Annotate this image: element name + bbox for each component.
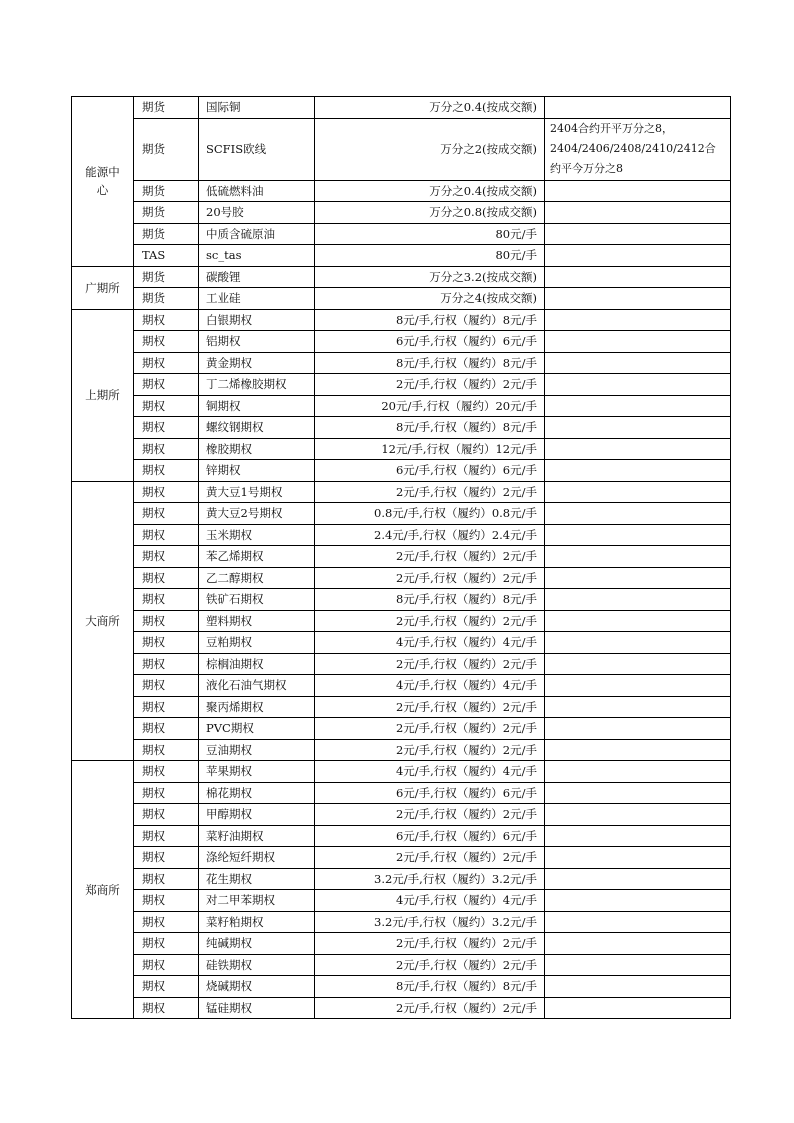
fee-cell: 6元/手,行权（履约）6元/手	[315, 460, 545, 482]
fee-cell: 2.4元/手,行权（履约）2.4元/手	[315, 524, 545, 546]
fee-cell: 8元/手,行权（履约）8元/手	[315, 589, 545, 611]
note-cell	[545, 911, 731, 933]
type-cell: 期权	[134, 610, 199, 632]
note-cell	[545, 976, 731, 998]
type-cell: 期权	[134, 653, 199, 675]
fee-cell: 6元/手,行权（履约）6元/手	[315, 825, 545, 847]
table-row	[72, 352, 731, 374]
type-cell: 期权	[134, 911, 199, 933]
product-cell: 棉花期权	[199, 782, 315, 804]
product-cell: 丁二烯橡胶期权	[199, 374, 315, 396]
type-cell: 期权	[134, 739, 199, 761]
type-cell: 期权	[134, 761, 199, 783]
note-cell	[545, 890, 731, 912]
note-cell	[545, 352, 731, 374]
note-cell	[545, 610, 731, 632]
note-cell	[545, 97, 731, 119]
product-cell: 铁矿石期权	[199, 589, 315, 611]
product-cell: 锌期权	[199, 460, 315, 482]
table-row	[72, 97, 731, 119]
type-cell: 期权	[134, 868, 199, 890]
type-cell: 期货	[134, 97, 199, 119]
note-cell	[545, 933, 731, 955]
note-cell	[545, 309, 731, 331]
note-cell	[545, 653, 731, 675]
table-row	[72, 825, 731, 847]
fee-cell: 万分之4(按成交额)	[315, 288, 545, 310]
type-cell: 期权	[134, 395, 199, 417]
fee-cell: 2元/手,行权（履约）2元/手	[315, 481, 545, 503]
type-cell: 期权	[134, 524, 199, 546]
type-cell: 期权	[134, 589, 199, 611]
table-row	[72, 589, 731, 611]
note-cell	[545, 481, 731, 503]
type-cell: 期货	[134, 118, 199, 180]
table-row	[72, 288, 731, 310]
table-row	[72, 610, 731, 632]
type-cell: 期权	[134, 718, 199, 740]
fee-cell: 6元/手,行权（履约）6元/手	[315, 331, 545, 353]
product-cell: 铜期权	[199, 395, 315, 417]
type-cell: 期权	[134, 438, 199, 460]
note-cell	[545, 503, 731, 525]
product-cell: 工业硅	[199, 288, 315, 310]
product-cell: 乙二醇期权	[199, 567, 315, 589]
product-cell: 纯碱期权	[199, 933, 315, 955]
note-cell	[545, 202, 731, 224]
note-cell	[545, 825, 731, 847]
fee-cell: 2元/手,行权（履约）2元/手	[315, 739, 545, 761]
exchange-cell: 大商所	[72, 481, 134, 761]
table-row	[72, 331, 731, 353]
product-cell: 菜籽粕期权	[199, 911, 315, 933]
product-cell: 苹果期权	[199, 761, 315, 783]
fee-cell: 2元/手,行权（履约）2元/手	[315, 374, 545, 396]
table-row	[72, 524, 731, 546]
fee-cell: 2元/手,行权（履约）2元/手	[315, 567, 545, 589]
product-cell: 花生期权	[199, 868, 315, 890]
type-cell: 期权	[134, 481, 199, 503]
table-row	[72, 911, 731, 933]
type-cell: 期权	[134, 503, 199, 525]
product-cell: 橡胶期权	[199, 438, 315, 460]
note-cell	[545, 868, 731, 890]
table-row	[72, 118, 731, 180]
exchange-cell: 能源中心	[72, 97, 134, 267]
note-cell	[545, 997, 731, 1019]
table-row	[72, 739, 731, 761]
fee-cell: 2元/手,行权（履约）2元/手	[315, 997, 545, 1019]
product-cell: 碳酸锂	[199, 266, 315, 288]
fee-cell: 8元/手,行权（履约）8元/手	[315, 309, 545, 331]
table-row	[72, 223, 731, 245]
product-cell: 低硫燃料油	[199, 180, 315, 202]
fee-cell: 2元/手,行权（履约）2元/手	[315, 804, 545, 826]
fee-cell: 20元/手,行权（履约）20元/手	[315, 395, 545, 417]
table-row	[72, 933, 731, 955]
table-row	[72, 718, 731, 740]
table-row	[72, 868, 731, 890]
fee-cell: 2元/手,行权（履约）2元/手	[315, 954, 545, 976]
type-cell: 期权	[134, 675, 199, 697]
type-cell: 期权	[134, 632, 199, 654]
note-cell	[545, 331, 731, 353]
fee-cell: 2元/手,行权（履约）2元/手	[315, 718, 545, 740]
product-cell: 塑料期权	[199, 610, 315, 632]
table-row	[72, 395, 731, 417]
table-row	[72, 245, 731, 267]
fee-cell: 万分之2(按成交额)	[315, 118, 545, 180]
table-row	[72, 374, 731, 396]
note-cell: 2404合约开平万分之8，2404/2406/2408/2410/2412合约平今万分之8	[545, 118, 731, 180]
fee-cell: 2元/手,行权（履约）2元/手	[315, 696, 545, 718]
product-cell: PVC期权	[199, 718, 315, 740]
table-row	[72, 503, 731, 525]
fee-cell: 80元/手	[315, 245, 545, 267]
type-cell: 期权	[134, 417, 199, 439]
table-row	[72, 632, 731, 654]
note-cell	[545, 954, 731, 976]
product-cell: sc_tas	[199, 245, 315, 267]
product-cell: 烧碱期权	[199, 976, 315, 998]
note-cell	[545, 460, 731, 482]
product-cell: 棕榈油期权	[199, 653, 315, 675]
note-cell	[545, 180, 731, 202]
note-cell	[545, 546, 731, 568]
note-cell	[545, 761, 731, 783]
table-row	[72, 567, 731, 589]
product-cell: 中质含硫原油	[199, 223, 315, 245]
fee-cell: 万分之0.4(按成交额)	[315, 180, 545, 202]
table-row	[72, 847, 731, 869]
table-row	[72, 481, 731, 503]
table-row	[72, 675, 731, 697]
type-cell: 期权	[134, 782, 199, 804]
fee-cell: 3.2元/手,行权（履约）3.2元/手	[315, 868, 545, 890]
note-cell	[545, 223, 731, 245]
table-row	[72, 782, 731, 804]
table-row	[72, 309, 731, 331]
table-row	[72, 180, 731, 202]
fee-cell: 8元/手,行权（履约）8元/手	[315, 352, 545, 374]
type-cell: 期货	[134, 202, 199, 224]
type-cell: 期权	[134, 696, 199, 718]
type-cell: 期权	[134, 331, 199, 353]
fee-cell: 8元/手,行权（履约）8元/手	[315, 976, 545, 998]
product-cell: 硅铁期权	[199, 954, 315, 976]
note-cell	[545, 847, 731, 869]
product-cell: 对二甲苯期权	[199, 890, 315, 912]
product-cell: 20号胶	[199, 202, 315, 224]
exchange-cell: 上期所	[72, 309, 134, 481]
type-cell: 期权	[134, 804, 199, 826]
product-cell: 锰硅期权	[199, 997, 315, 1019]
table-row	[72, 976, 731, 998]
fee-cell: 2元/手,行权（履约）2元/手	[315, 653, 545, 675]
note-cell	[545, 718, 731, 740]
fee-cell: 3.2元/手,行权（履约）3.2元/手	[315, 911, 545, 933]
fee-cell: 80元/手	[315, 223, 545, 245]
product-cell: 苯乙烯期权	[199, 546, 315, 568]
fee-cell: 万分之3.2(按成交额)	[315, 266, 545, 288]
type-cell: 期权	[134, 460, 199, 482]
table-row	[72, 546, 731, 568]
table-row	[72, 266, 731, 288]
type-cell: 期权	[134, 954, 199, 976]
fee-cell: 8元/手,行权（履约）8元/手	[315, 417, 545, 439]
note-cell	[545, 374, 731, 396]
product-cell: 聚丙烯期权	[199, 696, 315, 718]
fee-cell: 2元/手,行权（履约）2元/手	[315, 546, 545, 568]
type-cell: 期权	[134, 567, 199, 589]
product-cell: 黄大豆1号期权	[199, 481, 315, 503]
type-cell: 期权	[134, 847, 199, 869]
fee-cell: 2元/手,行权（履约）2元/手	[315, 933, 545, 955]
table-row	[72, 438, 731, 460]
product-cell: 液化石油气期权	[199, 675, 315, 697]
note-cell	[545, 438, 731, 460]
product-cell: 白银期权	[199, 309, 315, 331]
product-cell: 涤纶短纤期权	[199, 847, 315, 869]
type-cell: 期权	[134, 976, 199, 998]
product-cell: 国际铜	[199, 97, 315, 119]
note-cell	[545, 739, 731, 761]
fee-cell: 0.8元/手,行权（履约）0.8元/手	[315, 503, 545, 525]
type-cell: 期货	[134, 180, 199, 202]
product-cell: 豆粕期权	[199, 632, 315, 654]
note-cell	[545, 589, 731, 611]
fee-cell: 6元/手,行权（履约）6元/手	[315, 782, 545, 804]
type-cell: TAS	[134, 245, 199, 267]
fee-table-body	[72, 97, 731, 1019]
fee-cell: 4元/手,行权（履约）4元/手	[315, 675, 545, 697]
note-cell	[545, 804, 731, 826]
table-row	[72, 804, 731, 826]
note-cell	[545, 675, 731, 697]
note-cell	[545, 567, 731, 589]
product-cell: 豆油期权	[199, 739, 315, 761]
type-cell: 期权	[134, 890, 199, 912]
fee-cell: 万分之0.4(按成交额)	[315, 97, 545, 119]
fee-cell: 12元/手,行权（履约）12元/手	[315, 438, 545, 460]
product-cell: 黄大豆2号期权	[199, 503, 315, 525]
note-cell	[545, 632, 731, 654]
type-cell: 期权	[134, 374, 199, 396]
fee-cell: 4元/手,行权（履约）4元/手	[315, 632, 545, 654]
fee-cell: 2元/手,行权（履约）2元/手	[315, 610, 545, 632]
type-cell: 期货	[134, 266, 199, 288]
note-cell	[545, 782, 731, 804]
fee-cell: 2元/手,行权（履约）2元/手	[315, 847, 545, 869]
table-row	[72, 417, 731, 439]
note-cell	[545, 395, 731, 417]
note-cell	[545, 245, 731, 267]
product-cell: 菜籽油期权	[199, 825, 315, 847]
type-cell: 期货	[134, 223, 199, 245]
type-cell: 期权	[134, 309, 199, 331]
type-cell: 期货	[134, 288, 199, 310]
fee-cell: 4元/手,行权（履约）4元/手	[315, 761, 545, 783]
table-row	[72, 653, 731, 675]
table-row	[72, 890, 731, 912]
exchange-cell: 广期所	[72, 266, 134, 309]
type-cell: 期权	[134, 825, 199, 847]
type-cell: 期权	[134, 997, 199, 1019]
product-cell: 黄金期权	[199, 352, 315, 374]
exchange-cell: 郑商所	[72, 761, 134, 1019]
table-row	[72, 696, 731, 718]
product-cell: 铝期权	[199, 331, 315, 353]
product-cell: 螺纹钢期权	[199, 417, 315, 439]
table-row	[72, 997, 731, 1019]
product-cell: 甲醇期权	[199, 804, 315, 826]
product-cell: 玉米期权	[199, 524, 315, 546]
note-cell	[545, 288, 731, 310]
type-cell: 期权	[134, 546, 199, 568]
product-cell: SCFIS欧线	[199, 118, 315, 180]
type-cell: 期权	[134, 352, 199, 374]
type-cell: 期权	[134, 933, 199, 955]
fee-cell: 4元/手,行权（履约）4元/手	[315, 890, 545, 912]
note-cell	[545, 417, 731, 439]
table-row	[72, 761, 731, 783]
fee-cell: 万分之0.8(按成交额)	[315, 202, 545, 224]
note-cell	[545, 266, 731, 288]
table-row	[72, 460, 731, 482]
table-row	[72, 202, 731, 224]
note-cell	[545, 524, 731, 546]
table-row	[72, 954, 731, 976]
note-cell	[545, 696, 731, 718]
fee-table	[71, 96, 731, 1019]
